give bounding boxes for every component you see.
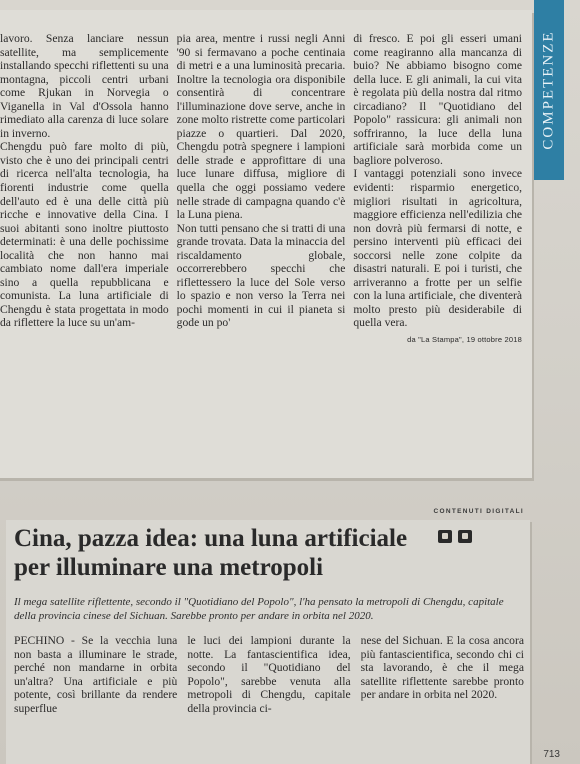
text-column-3: [353, 32, 522, 482]
digital-content-icons: [438, 530, 472, 543]
article-continuation-box: [0, 10, 532, 478]
news-article-box: [6, 508, 530, 764]
video-icon[interactable]: [458, 530, 472, 543]
text-column-2: [177, 32, 346, 482]
article-source: da "La Stampa", 19 ottobre 2018: [407, 335, 523, 345]
paragraph: Chengdu può fare molto di più, visto che è uno dei principali centri di ricerca nell'alta tecnologia, ha fiorenti industrie come quella dell'auto ed è una delle città più ricche e innovative della Cina. I suoi abitanti sono inoltre piuttosto determinati: è una delle pochissime località che non hanno mai cambiato nome dall'era imperiale sino a quella repubblicana e comunista. La luna artificiale di Chengdu è stata progettata in modo da riflettere la luce su un'am-: [0, 140, 169, 330]
paragraph: di fresco. E poi gli esseri umani come reagiranno alla mancanza di buio? Ne abbiamo bisogno come della luce. E gli animali, la cui vita è regolata più della nostra dal ritmo circadiano? Il "Quotidiano del Popolo" rassicura: gli animali non soffriranno, la luce della luna artificiale sarà morbida come un bagliore polveroso.: [353, 32, 523, 167]
digital-content-label: CONTENUTI DIGITALI: [433, 508, 524, 515]
article-columns: [0, 32, 522, 482]
body-column-2: le luci dei lampioni durante la notte. La fantascientifica idea, secondo il "Quotidiano del Popolo", sarebbe venuta alla metropoli di Chengdu, capitale della provincia ci-: [187, 634, 351, 715]
article-headline: Cina, pazza idea: una luna artificiale per illuminare una metropoli: [14, 525, 408, 581]
text-column-1: [0, 32, 169, 482]
paragraph: lavoro. Senza lanciare nessun satellite, ma semplicemente installando specchi riflettenti su una montagna, piccoli centri urbani come Rjukan in Norvegia o Viganella in Val d'Ossola hanno rimediato alla carenza di luce solare in inverno.: [0, 32, 169, 140]
page-number: 713: [543, 749, 560, 760]
body-column-3: nese del Sichuan. E la cosa ancora più fantascientifica, secondo chi ci sta lavorando, è che il mega satellite riflettente sarebbe pronto per andare in orbita nel 2020.: [360, 634, 524, 701]
article-subheadline: Il mega satellite riflettente, secondo il "Quotidiano del Popolo", l'ha pensato la metropoli di Chengdu, capitale della provincia cinese del Sichuan. Sarebbe pronto per andare in orbita nel 2020.: [14, 596, 504, 622]
paragraph: pia area, mentre i russi negli Anni '90 si fermavano a poche centinaia di metri e a una luminosità precaria. Inoltre la tecnologia ora disponibile consentirà di concentrare l'illuminazione dove serve, anche in zone molto ristrette come particolari piazze o quartieri. Dal 2020, Chengdu potrà spegnere i lampioni delle strade e approfittare di una luce lunare diffusa, migliore di quella che oggi possiamo vedere nelle strade di campagna quando c'è la Luna piena.: [176, 32, 346, 222]
article-body-columns: [14, 634, 524, 754]
body-column-1: PECHINO - Se la vecchia luna non basta a illuminare le strade, perché non mandarne in orbita un'altra? Una artificiale e più potente, così brillante da rendere superflue: [14, 634, 178, 715]
side-tab-label: COMPETENZE: [540, 30, 557, 150]
paragraph: Non tutti pensano che si tratti di una grande trovata. Data la minaccia del riscaldamento globale, occorrerebbero specchi che riflettessero la luce del Sole verso lo spazio e non verso la Terra nei pochi momenti in cui il pianeta si gode un po': [176, 221, 346, 330]
audio-icon[interactable]: [438, 530, 452, 543]
section-side-tab: [534, 0, 564, 180]
paragraph: I vantaggi potenziali sono invece evidenti: risparmio energetico, migliori risultati in agricoltura, maggiore efficienza nell'edilizia che non dovrà più fermarsi di notte, e persino interventi più efficaci dei soccorsi nelle zone colpite da disastri naturali. E poi i turisti, che arriveranno a frotte per un selfie con la luna artificiale, che diventerà molto presto più desiderabile di quella vera.: [353, 167, 523, 330]
